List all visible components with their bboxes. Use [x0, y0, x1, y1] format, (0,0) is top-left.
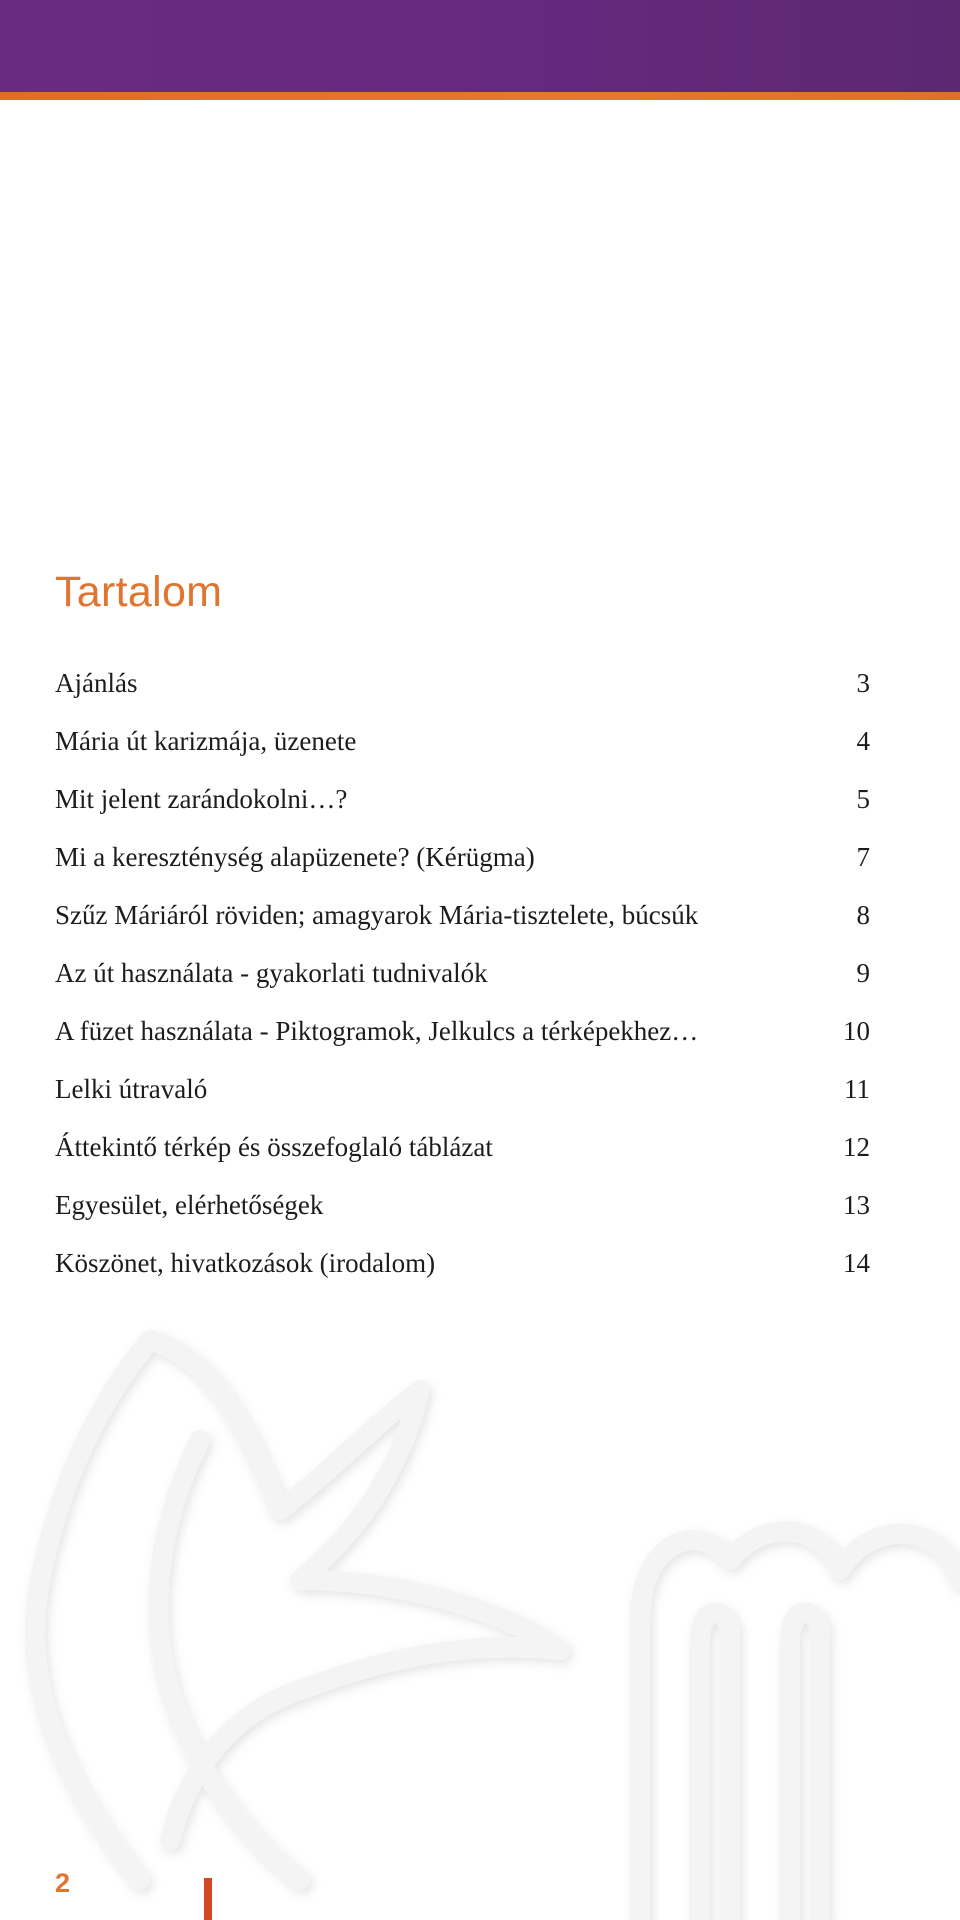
toc-entry	[55, 900, 870, 958]
toc-entry-page: 4	[856, 726, 870, 756]
toc-entry	[55, 1074, 870, 1132]
toc-entry	[55, 1190, 870, 1248]
toc-entry-page: 12	[843, 1132, 870, 1162]
toc-entry	[55, 1248, 870, 1306]
toc-entry-label: A füzet használata - Piktogramok, Jelkulcs a térképekhez…	[55, 1016, 699, 1046]
toc-entry-label: Mit jelent zarándokolni…?	[55, 784, 348, 814]
toc-entry-page: 11	[844, 1074, 870, 1104]
toc-entry-page: 9	[856, 958, 870, 988]
toc-list	[55, 668, 870, 1306]
toc-entry-label: Ajánlás	[55, 668, 138, 698]
page-title: Tartalom	[55, 568, 223, 616]
page-number: 2	[55, 1868, 71, 1898]
toc-entry	[55, 1016, 870, 1074]
header-band	[0, 0, 960, 92]
toc-entry-page: 14	[843, 1248, 870, 1278]
toc-entry-label: Az út használata - gyakorlati tudnivalók	[55, 958, 488, 988]
toc-entry-page: 7	[856, 842, 870, 872]
toc-entry-label: Áttekintő térkép és összefoglaló táblázat	[55, 1132, 493, 1162]
toc-entry	[55, 668, 870, 726]
toc-entry-page: 5	[856, 784, 870, 814]
toc-entry-label: Köszönet, hivatkozások (irodalom)	[55, 1248, 436, 1278]
bottom-marker	[204, 1878, 212, 1920]
toc-entry	[55, 726, 870, 784]
toc-entry-label: Szűz Máriáról röviden; amagyarok Mária-tisztelete, búcsúk	[55, 900, 699, 930]
toc-entry	[55, 958, 870, 1016]
toc-entry	[55, 1132, 870, 1190]
toc-entry	[55, 784, 870, 842]
header-stripe	[0, 92, 960, 100]
toc-entry-label: Egyesület, elérhetőségek	[55, 1190, 324, 1220]
toc-entry-label: Mária út karizmája, üzenete	[55, 726, 357, 756]
toc-entry-page: 10	[843, 1016, 870, 1046]
toc-entry-page: 3	[856, 668, 870, 698]
toc-entry-label: Lelki útravaló	[55, 1074, 208, 1104]
toc-entry-page: 13	[843, 1190, 870, 1220]
toc-entry	[55, 842, 870, 900]
toc-entry-page: 8	[856, 900, 870, 930]
toc-entry-label: Mi a kereszténység alapüzenete? (Kérügma)	[55, 842, 535, 872]
logo-watermark-icon	[0, 1320, 960, 1920]
